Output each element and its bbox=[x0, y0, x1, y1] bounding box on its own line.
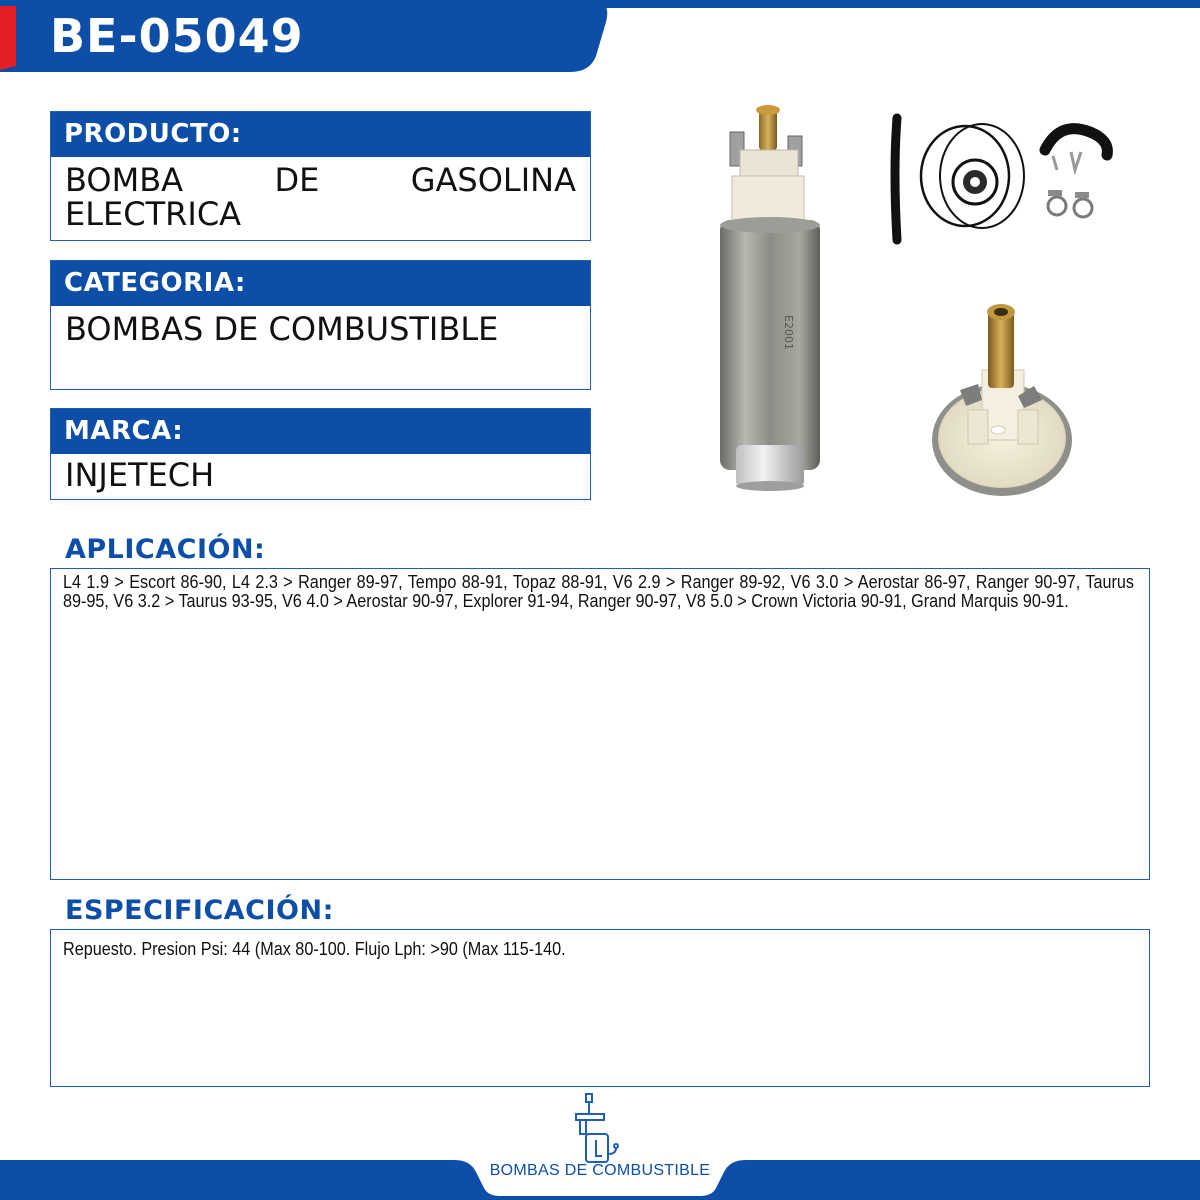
footer-shape bbox=[0, 1088, 1200, 1200]
marca-box bbox=[50, 408, 591, 500]
producto-value: BOMBA DE GASOLINA ELECTRICA bbox=[65, 161, 576, 233]
categoria-value: BOMBAS DE COMBUSTIBLE bbox=[65, 310, 499, 348]
marca-label: MARCA: bbox=[51, 409, 590, 454]
aplicacion-text: L4 1.9 > Escort 86-90, L4 2.3 > Ranger 89-97, Tempo 88-91, Topaz 88-91, V6 2.9 > Ranger 89-92, V6 3.0 > Aerostar 86-97, Ranger 90-97, Taurus 89-95, V6 3.2 > Taurus 93-95, V6 4.0 > Aerostar 90-97, Explorer 91-94, Ranger 90-97, V8 5.0 > Crown Victoria 90-91, Grand Marquis 90-91. bbox=[63, 572, 1134, 611]
marca-value: INJETECH bbox=[65, 456, 215, 494]
install-kit-image bbox=[885, 110, 1125, 250]
product-code: BE-05049 bbox=[50, 9, 304, 63]
aplicacion-title: APLICACIÓN: bbox=[65, 534, 266, 565]
aplicacion-box bbox=[50, 568, 1150, 880]
fuel-pump-image bbox=[700, 100, 840, 495]
fuel-pump-icon bbox=[576, 1094, 618, 1162]
especificacion-text: Repuesto. Presion Psi: 44 (Max 80-100. Flujo Lph: >90 (Max 115-140. bbox=[63, 939, 566, 959]
footer bbox=[0, 1088, 1200, 1200]
categoria-box bbox=[50, 260, 591, 390]
svg-text:E2001: E2001 bbox=[782, 315, 795, 350]
categoria-label: CATEGORIA: bbox=[51, 261, 590, 306]
producto-label: PRODUCTO: bbox=[51, 112, 590, 157]
footer-label: BOMBAS DE COMBUSTIBLE bbox=[489, 1162, 711, 1179]
especificacion-box bbox=[50, 929, 1150, 1087]
pump-top-image bbox=[930, 300, 1080, 500]
especificacion-title: ESPECIFICACIÓN: bbox=[65, 895, 334, 926]
header-accent bbox=[0, 6, 16, 70]
producto-box bbox=[50, 111, 591, 241]
header-band bbox=[0, 0, 1200, 72]
